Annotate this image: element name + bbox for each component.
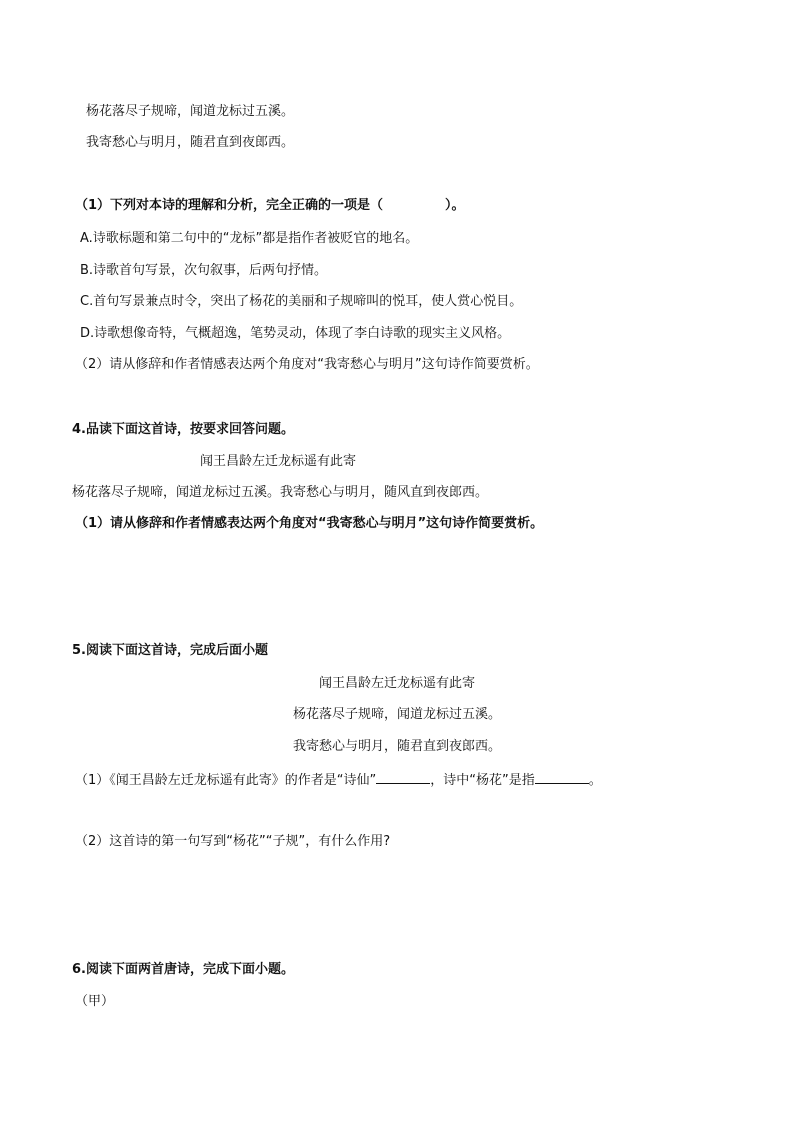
question-4-heading: 4.品读下面这首诗，按要求回答问题。: [72, 422, 294, 437]
answer-blank: [535, 770, 589, 784]
question-text: （1）《闻王昌龄左迁龙标遥有此寄》的作者是“诗仙”: [75, 773, 377, 788]
poem-line: 我寄愁心与明月，随君直到夜郎西。: [292, 739, 501, 754]
question-text: ，诗中“杨花”是指: [430, 773, 535, 788]
question-3-sub-2: （2）请从修辞和作者情感表达两个角度对“我寄愁心与明月”这句诗作简要赏析。: [75, 357, 539, 372]
question-text-end: 。: [588, 773, 602, 788]
question-text: （1）下列对本诗的理解和分析，完全正确的一项是（: [75, 198, 384, 213]
poem-label: （甲）: [75, 994, 115, 1009]
option-a: A.诗歌标题和第二句中的“龙标”都是指作者被贬官的地名。: [80, 231, 419, 246]
question-6-heading: 6.阅读下面两首唐诗，完成下面小题。: [72, 962, 294, 977]
question-5-sub-2: （2）这首诗的第一句写到“杨花”“子规”，有什么作用?: [75, 834, 391, 849]
poem-line: 杨花落尽子规啼，闻道龙标过五溪。: [292, 707, 501, 722]
question-4-sub-1: （1）请从修辞和作者情感表达两个角度对“我寄愁心与明月”这句诗作简要赏析。: [75, 516, 544, 531]
option-c: C.首句写景兼点时令，突出了杨花的美丽和子规啼叫的悦耳，使人赏心悦目。: [80, 294, 523, 309]
poem-title: 闻王昌龄左迁龙标遥有此寄: [200, 454, 357, 469]
poem-title: 闻王昌龄左迁龙标遥有此寄: [318, 676, 475, 691]
question-3-sub-1: [75, 197, 465, 215]
answer-blank: [376, 770, 430, 784]
option-b: B.诗歌首句写景，次句叙事，后两句抒情。: [80, 263, 328, 278]
poem-line: 我寄愁心与明月，随君直到夜郎西。: [86, 135, 295, 150]
poem-text: 杨花落尽子规啼，闻道龙标过五溪。我寄愁心与明月，随风直到夜郎西。: [72, 485, 489, 500]
poem-line: 杨花落尽子规啼，闻道龙标过五溪。: [86, 104, 295, 119]
question-5-heading: 5.阅读下面这首诗，完成后面小题: [72, 643, 268, 658]
question-5-sub-1: [75, 770, 602, 790]
question-text-end: ）。: [445, 198, 465, 213]
option-d: D.诗歌想像奇特，气概超逸，笔势灵动，体现了李白诗歌的现实主义风格。: [80, 326, 511, 341]
